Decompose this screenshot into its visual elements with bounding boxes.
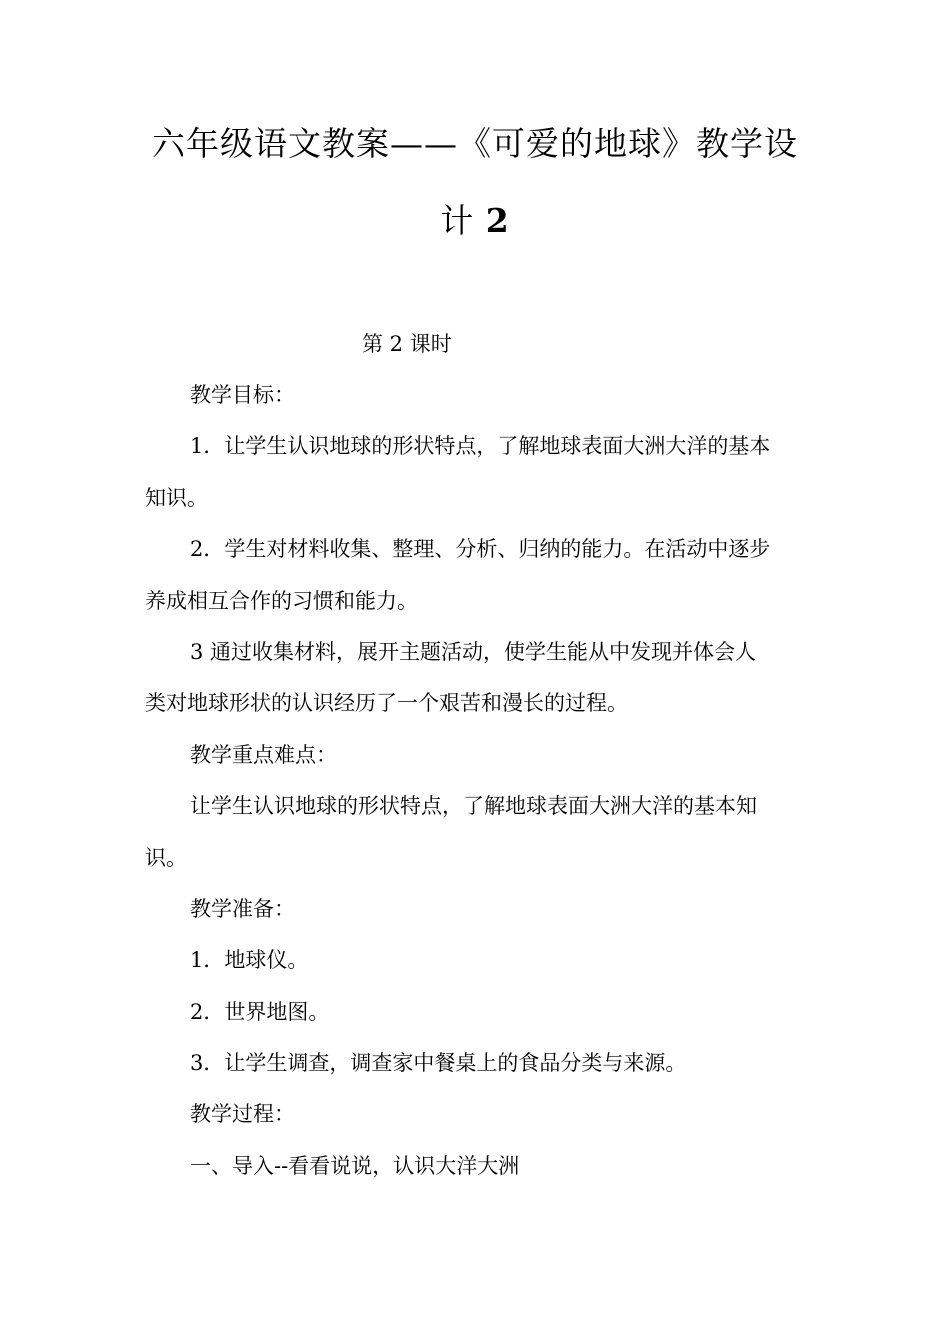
- key-points-line-1: 让学生认识地球的形状特点，了解地球表面大洲大洋的基本知: [190, 794, 757, 818]
- title-text-1: 六年级语文教案——《可爱的地球》教学设: [152, 124, 798, 163]
- objective-1-line-1: 1．让学生认识地球的形状特点，了解地球表面大洲大洋的基本: [190, 434, 771, 458]
- title-number: 2: [485, 201, 510, 240]
- document-title-line-2: [0, 201, 950, 241]
- objective-1-line-2: 知识。: [145, 486, 208, 510]
- lesson-number: 第 2 课时: [362, 332, 452, 356]
- objective-2-line-1: 2．学生对材料收集、整理、分析、归纳的能力。在活动中逐步: [190, 537, 771, 561]
- preparation-item-2: 2．世界地图。: [190, 1000, 330, 1024]
- key-points-line-2: 识。: [145, 846, 187, 870]
- document-title-line-1: [0, 124, 950, 164]
- process-step-1: 一、导入--看看说说，认识大洋大洲: [190, 1154, 520, 1178]
- key-points-heading: 教学重点难点：: [190, 743, 337, 767]
- preparation-item-1: 1．地球仪。: [190, 948, 309, 972]
- preparation-item-3: 3．让学生调查，调查家中餐桌上的食品分类与来源。: [190, 1051, 687, 1075]
- title-text-2: 计: [440, 201, 475, 240]
- process-heading: 教学过程：: [190, 1102, 295, 1126]
- preparation-heading: 教学准备：: [190, 897, 295, 921]
- objective-2-line-2: 养成相互合作的习惯和能力。: [145, 589, 418, 613]
- objective-3-line-2: 类对地球形状的认识经历了一个艰苦和漫长的过程。: [145, 691, 628, 715]
- objective-3-line-1: 3 通过收集材料，展开主题活动，使学生能从中发现并体会人: [190, 640, 757, 664]
- objectives-heading: 教学目标：: [190, 383, 295, 407]
